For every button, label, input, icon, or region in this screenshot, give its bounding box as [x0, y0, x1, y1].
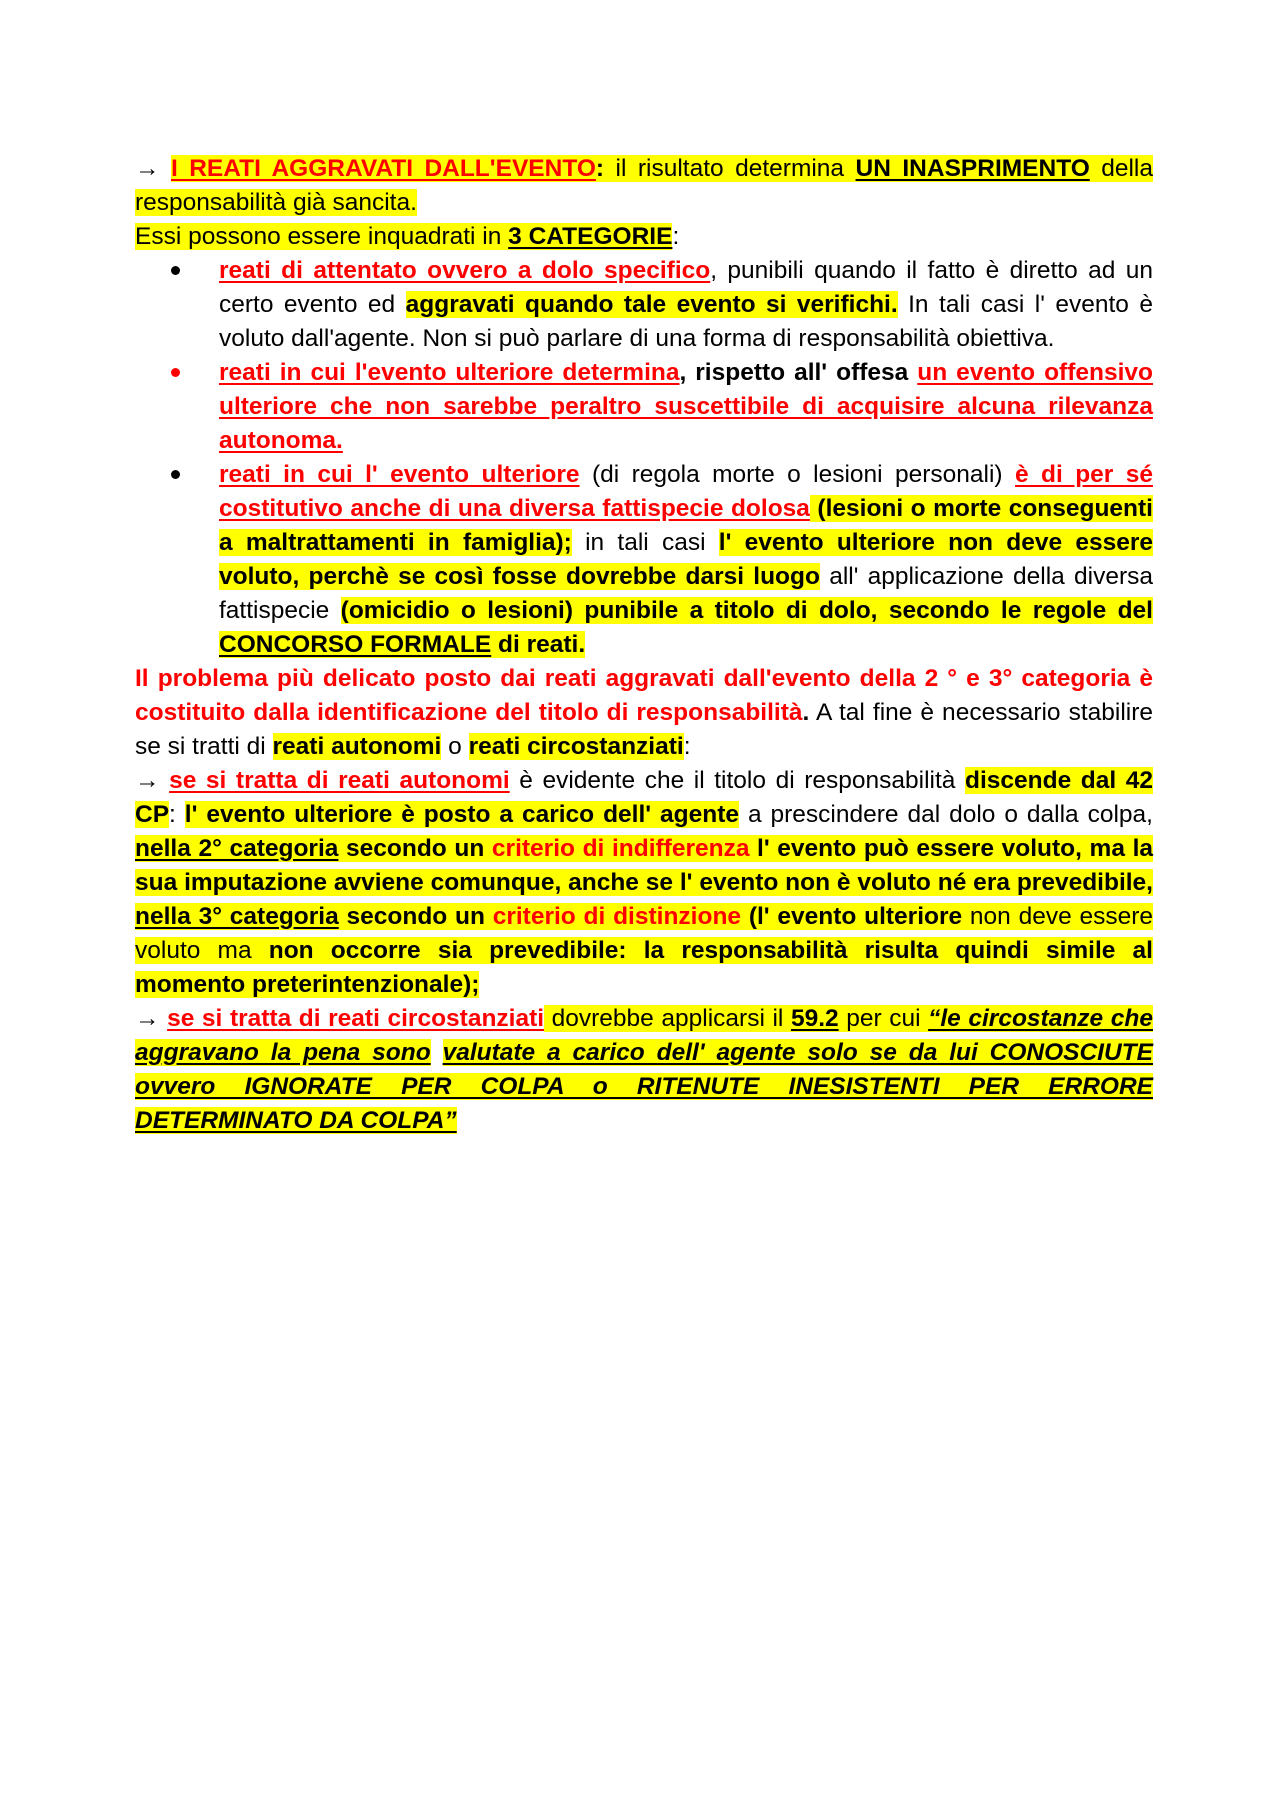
intro-paragraph: → I REATI AGGRAVATI DALL'EVENTO: il risultato determina UN INASPRIMENTO della responsabilità già sancita. [135, 155, 1153, 216]
categories-count: 3 CATEGORIE [508, 223, 673, 250]
category-highlight: aggravati quando tale evento si verifichi. [405, 291, 898, 318]
section-heading: I REATI AGGRAVATI DALL'EVENTO [170, 155, 596, 182]
circostanziati-paragraph: → se si tratta di reati circostanziati dovrebbe applicarsi il 59.2 per cui “le circostanze che aggravano la pena sono valutate a carico dell' agente solo se da lui CONOSCIUTE ovvero IGNORATE PER COLPA o RITENUTE INESISTENTI PER ERRORE DETERMINATO DA COLPA” [135, 1005, 1153, 1134]
arrow-glyph: → [135, 155, 171, 182]
category-red-text: un evento offensivo ulteriore che non sarebbe peraltro suscettibile di acquisire alcuna rilevanza autonoma. [219, 359, 1153, 454]
category-title: reati di attentato ovvero a dolo specifico [219, 257, 711, 284]
autonomi-paragraph: → se si tratta di reati autonomi è evidente che il titolo di responsabilità discende dal 42 CP: l' evento ulteriore è posto a carico dell' agente a prescindere dal dolo o dalla colpa, nella 2° categoria secondo un criterio di indifferenza l' evento può essere voluto, ma la sua imputazione avviene comunque, anche se l' evento non è voluto né era prevedibile, nella 3° categoria secondo un criterio di distinzione (l' evento ulteriore non deve essere voluto ma non occorre sia prevedibile: la responsabilità risulta quindi simile al momento preterintenzionale); [135, 767, 1154, 998]
list-item: reati in cui l' evento ulteriore (di regola morte o lesioni personali) è di per sé costitutivo anche di una diversa fattispecie dolosa (lesioni o morte conseguenti a maltrattamenti in famiglia); in tali casi l' evento ulteriore non deve essere voluto, perchè se così fosse dovrebbe darsi luogo all' applicazione della diversa fattispecie (omicidio o lesioni) punibile a titolo di dolo, secondo le regole del CONCORSO FORMALE di reati. [219, 458, 1153, 662]
arrow-glyph: → [135, 1005, 168, 1032]
bullet-dot [171, 266, 180, 275]
list-item: reati in cui l'evento ulteriore determina, rispetto all' offesa un evento offensivo ulteriore che non sarebbe peraltro suscettibile di acquisire alcuna rilevanza autonoma. [219, 356, 1153, 458]
category-title: reati in cui l' evento ulteriore [219, 461, 580, 488]
intro-text-end: della responsabilità già sancita. [135, 155, 1153, 216]
arrow-glyph: → [135, 767, 170, 794]
list-item: reati di attentato ovvero a dolo specifico, punibili quando il fatto è diretto ad un certo evento ed aggravati quando tale evento si verifichi. In tali casi l' evento è voluto dall'agente. Non si può parlare di una forma di responsabilità obiettiva. [219, 254, 1153, 356]
intro-highlight: UN INASPRIMENTO [855, 155, 1090, 182]
problem-paragraph: Il problema più delicato posto dai reati aggravati dall'evento della 2 ° e 3° categoria è costituito dalla identificazione del titolo di responsabilità. A tal fine è necessario stabilire se si tratti di reati autonomi o reati circostanziati: [135, 665, 1153, 760]
article-reference: 59.2 [790, 1005, 839, 1032]
category-title: reati in cui l'evento ulteriore determina [219, 359, 680, 386]
category-list [135, 254, 1153, 662]
bullet-dot [171, 368, 180, 377]
document-body [135, 152, 1153, 1138]
intro-text: il risultato determina [604, 155, 856, 182]
categories-line: Essi possono essere inquadrati in 3 CATEGORIE: [135, 223, 680, 250]
bullet-dot [171, 470, 180, 479]
